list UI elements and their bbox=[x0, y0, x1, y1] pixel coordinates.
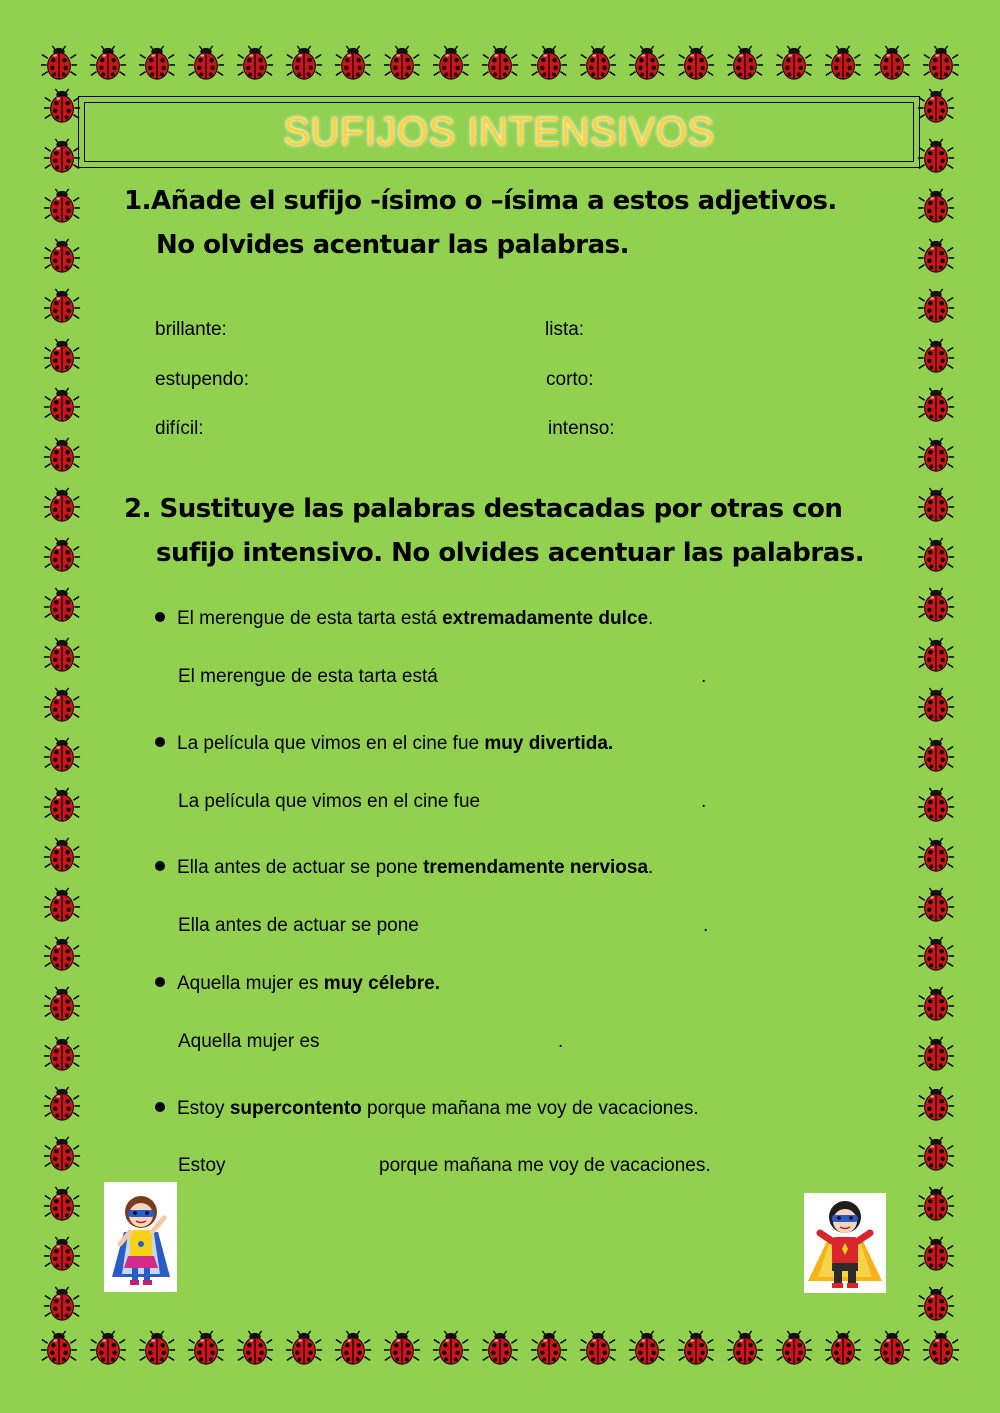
ladybug-icon bbox=[285, 45, 323, 83]
answer-2-start: La película que vimos en el cine fue bbox=[178, 791, 481, 812]
ladybug-icon bbox=[922, 1330, 960, 1368]
ladybug-icon bbox=[922, 45, 960, 83]
bullet-icon bbox=[155, 1102, 165, 1112]
ladybug-icon bbox=[236, 45, 274, 83]
answer-2-end: . bbox=[701, 791, 707, 812]
ladybug-icon bbox=[43, 787, 81, 825]
ladybug-icon bbox=[432, 45, 470, 83]
ladybug-icon bbox=[43, 1136, 81, 1174]
answer-5-start: Estoy bbox=[178, 1155, 226, 1176]
word-estupendo: estupendo: bbox=[155, 369, 250, 390]
bullet-icon bbox=[155, 737, 165, 747]
ladybug-icon bbox=[43, 637, 81, 675]
title-inner-box bbox=[84, 102, 914, 162]
ladybug-icon bbox=[43, 437, 81, 475]
ladybug-icon bbox=[579, 45, 617, 83]
ladybug-icon bbox=[530, 45, 568, 83]
word-lista: lista: bbox=[545, 319, 585, 340]
ladybug-icon bbox=[775, 45, 813, 83]
sentence-1-text: El merengue de esta tarta está bbox=[177, 608, 443, 629]
exercise-2-heading bbox=[124, 494, 864, 582]
ladybug-icon bbox=[40, 1330, 78, 1368]
ladybug-icon bbox=[917, 138, 955, 176]
ladybug-icon bbox=[917, 687, 955, 725]
ladybug-icon bbox=[530, 1330, 568, 1368]
ladybug-icon bbox=[89, 45, 127, 83]
sentence-5-highlight: supercontento bbox=[229, 1098, 362, 1119]
bullet-icon bbox=[155, 977, 165, 987]
ladybug-icon bbox=[873, 45, 911, 83]
sentence-1-end: . bbox=[648, 608, 654, 629]
ladybug-icon bbox=[481, 45, 519, 83]
superhero-boy-icon bbox=[804, 1193, 886, 1293]
ladybug-icon bbox=[917, 387, 955, 425]
page-title: SUFIJOS INTENSIVOS bbox=[283, 109, 715, 154]
title-box bbox=[78, 96, 920, 168]
bullet-icon bbox=[155, 861, 165, 871]
ladybug-icon bbox=[628, 1330, 666, 1368]
ladybug-icon bbox=[43, 936, 81, 974]
ladybug-icon bbox=[917, 1186, 955, 1224]
ladybug-icon bbox=[917, 887, 955, 925]
ladybug-icon bbox=[383, 45, 421, 83]
answer-1-start: El merengue de esta tarta está bbox=[178, 666, 438, 687]
answer-4-end: . bbox=[558, 1031, 564, 1052]
word-dificil: difícil: bbox=[155, 418, 204, 439]
ladybug-icon bbox=[917, 637, 955, 675]
answer-3-end: . bbox=[703, 915, 709, 936]
exercise-2-heading-line-2: sufijo intensivo. No olvides acentuar las palabras. bbox=[156, 538, 865, 568]
ladybug-icon bbox=[917, 238, 955, 276]
ladybug-icon bbox=[917, 437, 955, 475]
ladybug-icon bbox=[43, 338, 81, 376]
sentence-4 bbox=[155, 973, 440, 995]
ladybug-icon bbox=[43, 1086, 81, 1124]
answer-1-end: . bbox=[701, 666, 707, 687]
ladybug-icon bbox=[917, 487, 955, 525]
ladybug-icon bbox=[43, 537, 81, 575]
sentence-1 bbox=[155, 608, 653, 630]
ladybug-icon bbox=[917, 986, 955, 1024]
ladybug-icon bbox=[43, 1286, 81, 1324]
ladybug-icon bbox=[138, 45, 176, 83]
ladybug-icon bbox=[89, 1330, 127, 1368]
ladybug-icon bbox=[677, 1330, 715, 1368]
border-right bbox=[914, 88, 958, 1324]
sentence-5-end: porque mañana me voy de vacaciones. bbox=[361, 1098, 699, 1119]
ladybug-icon bbox=[917, 787, 955, 825]
ladybug-icon bbox=[43, 587, 81, 625]
ladybug-icon bbox=[579, 1330, 617, 1368]
ladybug-icon bbox=[187, 45, 225, 83]
ladybug-icon bbox=[334, 45, 372, 83]
ladybug-icon bbox=[917, 1036, 955, 1074]
exercise-1-heading bbox=[124, 186, 837, 274]
ladybug-icon bbox=[917, 288, 955, 326]
ladybug-icon bbox=[383, 1330, 421, 1368]
sentence-5 bbox=[155, 1098, 699, 1120]
ladybug-icon bbox=[43, 487, 81, 525]
ladybug-icon bbox=[432, 1330, 470, 1368]
ladybug-icon bbox=[917, 936, 955, 974]
ladybug-icon bbox=[917, 737, 955, 775]
ladybug-icon bbox=[43, 887, 81, 925]
ladybug-icon bbox=[236, 1330, 274, 1368]
ladybug-icon bbox=[917, 587, 955, 625]
ladybug-icon bbox=[43, 188, 81, 226]
ladybug-icon bbox=[917, 1236, 955, 1274]
exercise-2-heading-line-1: 2. Sustituye las palabras destacadas por otras con bbox=[124, 494, 843, 524]
sentence-5-text: Estoy bbox=[177, 1098, 230, 1119]
ladybug-icon bbox=[917, 1286, 955, 1324]
ladybug-icon bbox=[43, 687, 81, 725]
ladybug-icon bbox=[138, 1330, 176, 1368]
border-left bbox=[40, 88, 84, 1324]
bullet-icon bbox=[155, 612, 165, 622]
ladybug-icon bbox=[43, 288, 81, 326]
ladybug-icon bbox=[873, 1330, 911, 1368]
ladybug-icon bbox=[43, 138, 81, 176]
exercise-1-heading-line-2: No olvides acentuar las palabras. bbox=[156, 230, 629, 260]
sentence-3 bbox=[155, 857, 653, 879]
sentence-3-text: Ella antes de actuar se pone bbox=[177, 857, 424, 878]
ladybug-icon bbox=[917, 537, 955, 575]
word-intenso: intenso: bbox=[548, 418, 615, 439]
ladybug-icon bbox=[726, 45, 764, 83]
sentence-4-highlight: muy célebre. bbox=[323, 973, 440, 994]
sentence-1-highlight: extremadamente dulce bbox=[442, 608, 649, 629]
ladybug-icon bbox=[43, 737, 81, 775]
border-bottom bbox=[40, 1327, 960, 1371]
answer-4-start: Aquella mujer es bbox=[178, 1031, 320, 1052]
word-brillante: brillante: bbox=[155, 319, 227, 340]
ladybug-icon bbox=[917, 1086, 955, 1124]
border-top bbox=[40, 42, 960, 86]
ladybug-icon bbox=[917, 338, 955, 376]
answer-3-start: Ella antes de actuar se pone bbox=[178, 915, 419, 936]
sentence-2-text: La película que vimos en el cine fue bbox=[177, 733, 485, 754]
sentence-4-text: Aquella mujer es bbox=[177, 973, 324, 994]
ladybug-icon bbox=[40, 45, 78, 83]
ladybug-icon bbox=[917, 88, 955, 126]
ladybug-icon bbox=[775, 1330, 813, 1368]
ladybug-icon bbox=[43, 1186, 81, 1224]
ladybug-icon bbox=[43, 837, 81, 875]
ladybug-icon bbox=[917, 837, 955, 875]
ladybug-icon bbox=[917, 188, 955, 226]
ladybug-icon bbox=[824, 45, 862, 83]
ladybug-icon bbox=[481, 1330, 519, 1368]
word-corto: corto: bbox=[546, 369, 594, 390]
sentence-2 bbox=[155, 733, 613, 755]
superhero-girl-icon bbox=[104, 1182, 177, 1292]
ladybug-icon bbox=[43, 88, 81, 126]
ladybug-icon bbox=[628, 45, 666, 83]
ladybug-icon bbox=[285, 1330, 323, 1368]
ladybug-icon bbox=[43, 1036, 81, 1074]
sentence-3-highlight: tremendamente nerviosa bbox=[423, 857, 649, 878]
ladybug-icon bbox=[334, 1330, 372, 1368]
ladybug-icon bbox=[43, 387, 81, 425]
exercise-1-heading-line-1: 1.Añade el sufijo -ísimo o –ísima a estos adjetivos. bbox=[124, 186, 837, 216]
ladybug-icon bbox=[917, 1136, 955, 1174]
ladybug-icon bbox=[43, 986, 81, 1024]
sentence-2-highlight: muy divertida. bbox=[484, 733, 614, 754]
answer-5-end: porque mañana me voy de vacaciones. bbox=[379, 1155, 711, 1176]
ladybug-icon bbox=[824, 1330, 862, 1368]
ladybug-icon bbox=[187, 1330, 225, 1368]
ladybug-icon bbox=[43, 238, 81, 276]
sentence-3-end: . bbox=[648, 857, 654, 878]
ladybug-icon bbox=[677, 45, 715, 83]
ladybug-icon bbox=[43, 1236, 81, 1274]
ladybug-icon bbox=[726, 1330, 764, 1368]
